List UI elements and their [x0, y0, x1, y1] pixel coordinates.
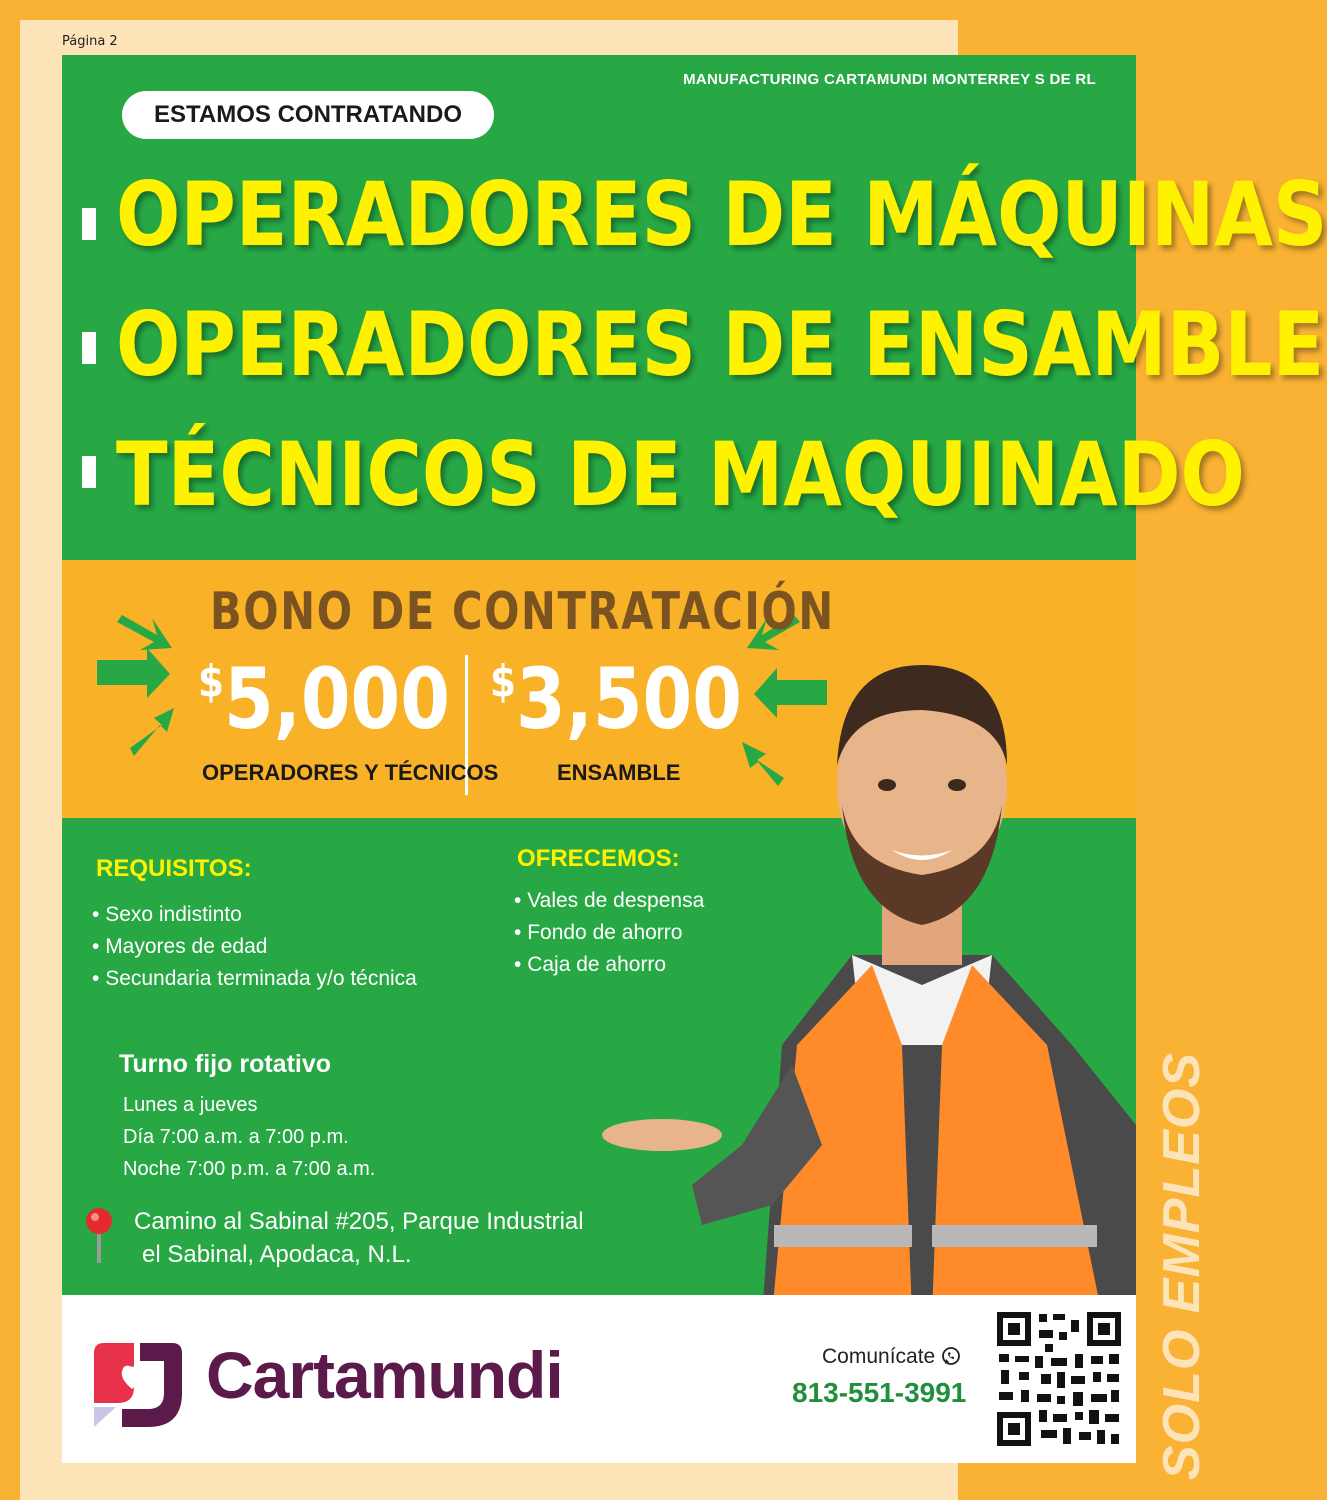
requirements-list: [92, 899, 417, 995]
bonus-amount: $3,500: [490, 650, 742, 748]
phone-number[interactable]: 813-551-3991: [792, 1377, 967, 1408]
shift-line: Día 7:00 a.m. a 7:00 p.m.: [123, 1126, 349, 1148]
worker-photo: [702, 625, 1136, 1315]
requirements-title: REQUISITOS:: [96, 855, 252, 882]
brand-name: Cartamundi: [206, 1338, 563, 1412]
shift-line: Lunes a jueves: [123, 1094, 258, 1116]
list-item: • Mayores de edad: [92, 931, 417, 963]
whatsapp-icon: [941, 1346, 961, 1366]
location-pin-icon: [84, 1207, 114, 1265]
position-title: OPERADORES DE ENSAMBLE: [116, 293, 1325, 396]
list-item: • Caja de ahorro: [514, 949, 704, 981]
hiring-badge: ESTAMOS CONTRATANDO: [122, 91, 494, 139]
page-number: Página 2: [62, 34, 118, 49]
shift-line: Noche 7:00 p.m. a 7:00 a.m.: [123, 1158, 376, 1180]
list-item: • Sexo indistinto: [92, 899, 417, 931]
contact-label: Comunícate: [822, 1345, 961, 1369]
shift-schedule: [123, 1089, 375, 1185]
offers-title: OFRECEMOS:: [517, 845, 680, 872]
position-title: TÉCNICOS DE MAQUINADO: [116, 423, 1245, 526]
company-name: MANUFACTURING CARTAMUNDI MONTERREY S DE RL: [683, 71, 1096, 88]
bonus-amount: $5,000: [198, 650, 450, 748]
bullet-icon: [82, 456, 96, 488]
address-line: Camino al Sabinal #205, Parque Industrial: [134, 1208, 584, 1235]
qr-code-icon[interactable]: [995, 1310, 1123, 1448]
footer-bar: [62, 1295, 1136, 1463]
list-item: • Fondo de ahorro: [514, 917, 704, 949]
cartamundi-logo-icon: [92, 1343, 184, 1427]
bullet-icon: [82, 208, 96, 240]
address-line: el Sabinal, Apodaca, N.L.: [142, 1241, 412, 1268]
position-title: OPERADORES DE MÁQUINAS: [116, 163, 1327, 266]
list-item: • Secundaria terminada y/o técnica: [92, 963, 417, 995]
bonus-title: BONO DE CONTRATACIÓN: [210, 582, 835, 642]
side-publication-tag: SOLO EMPLEOS: [1153, 1051, 1211, 1480]
address: [134, 1205, 584, 1271]
offers-list: [514, 885, 704, 981]
shift-title: Turno fijo rotativo: [119, 1050, 332, 1078]
bonus-label: ENSAMBLE: [557, 760, 681, 785]
bonus-label: OPERADORES Y TÉCNICOS: [202, 760, 499, 785]
list-item: • Vales de despensa: [514, 885, 704, 917]
bullet-icon: [82, 332, 96, 364]
